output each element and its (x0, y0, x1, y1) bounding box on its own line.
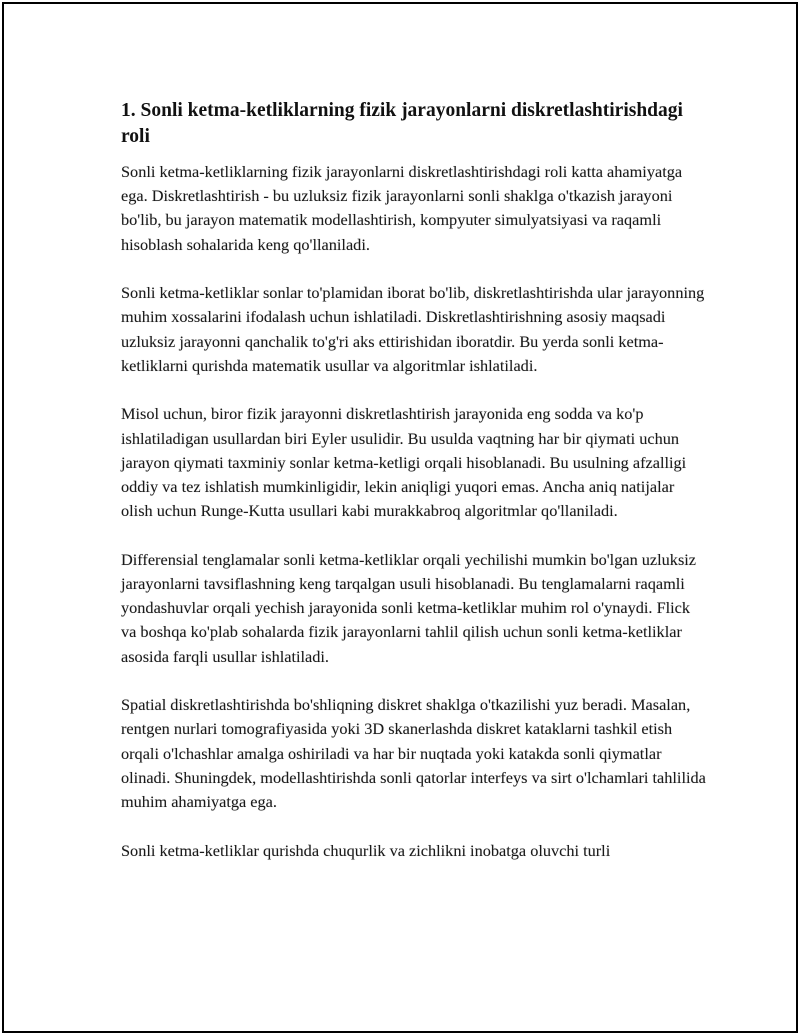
paragraph: Spatial diskretlashtirishda bo'shliqning diskret shaklga o'tkazilishi yuz beradi. Masalan, rentgen nurlari tomografiyasida yoki 3D skanerlashda diskret kataklarni tashkil etish orqali o'lchashlar amalga oshiriladi va har bir nuqtada yoki katakda sonli qiymatlar olinadi. Shuningdek, modellashtirishda sonli qatorlar interfeys va sirt o'lchamlari tahlilida muhim ahamiyatga ega. (121, 695, 706, 812)
document-body (121, 98, 706, 863)
paragraph: Misol uchun, biror fizik jarayonni diskretlashtirish jarayonida eng sodda va ko'p ishlatiladigan usullardan biri Eyler usulidir. Bu usulda vaqtning har bir qiymati uchun jarayon qiymati taxminiy sonlar ketma-ketligi orqali hisoblanadi. Bu usulning afzalligi oddiy va tez ishlatish mumkinligidir, lekin aniqligi yuqori emas. Ancha aniq natijalar olish uchun Runge-Kutta usullari kabi murakkabroq algoritmlar qo'llaniladi. (121, 404, 687, 521)
paragraph: Sonli ketma-ketliklar sonlar to'plamidan iborat bo'lib, diskretlashtirishda ular jarayonning muhim xossalarini ifodalash uchun ishlatiladi. Diskretlashtirishning asosiy maqsadi uzluksiz jarayonni qanchalik to'g'ri aks ettirishidan iboratdir. Bu yerda sonli ketma-ketliklarni qurishda matematik usullar va algoritmlar ishlatiladi. (121, 283, 705, 375)
page-frame (2, 2, 798, 1033)
paragraph: Sonli ketma-ketliklarning fizik jarayonlarni diskretlashtirishdagi roli katta ahamiyatga ega. Diskretlashtirish - bu uzluksiz fizik jarayonlarni sonli shaklga o'tkazish jarayoni bo'lib, bu jarayon matematik modellashtirish, kompyuter simulyatsiyasi va raqamli hisoblash sohalarida keng qo'llaniladi. (121, 162, 683, 254)
paragraph: Differensial tenglamalar sonli ketma-ketliklar orqali yechilishi mumkin bo'lgan uzluksiz jarayonlarni tavsiflashning keng tarqalgan usuli hisoblanadi. Bu tenglamalarni raqamli yondashuvlar orqali yechish jarayonida sonli ketma-ketliklar muhim rol o'ynaydi. Flick va boshqa ko'plab sohalarda fizik jarayonlarni tahlil qilish uchun sonli ketma-ketliklar asosida farqli usullar ishlatiladi. (121, 549, 697, 666)
section-heading: 1. Sonli ketma-ketliklarning fizik jarayonlarni diskretlashtirishdagi roli (121, 100, 683, 147)
paragraph: Sonli ketma-ketliklar qurishda chuqurlik va zichlikni inobatga oluvchi turli (121, 840, 611, 860)
